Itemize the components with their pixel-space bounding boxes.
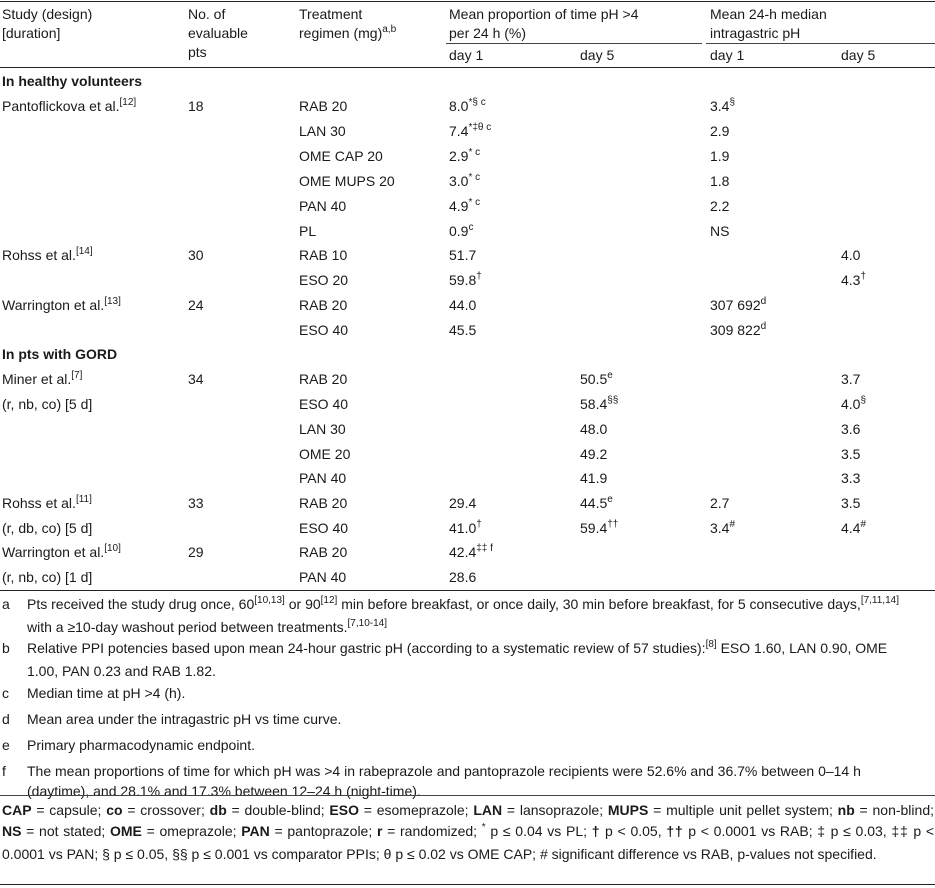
table-row-value: 3.6 xyxy=(841,421,861,437)
table-row-value: Miner et al. xyxy=(2,371,72,387)
abbreviation-part: co xyxy=(106,802,123,818)
header-proportion: Mean proportion of time pH >4 per 24 h (%) xyxy=(449,6,639,41)
footnote-text xyxy=(27,735,922,755)
prop-day5-cell xyxy=(580,495,613,514)
abbreviation-part: = pantoprazole; xyxy=(269,822,377,839)
table-row-value: 309 822 xyxy=(710,322,761,338)
superscript-note: [7] xyxy=(71,370,83,381)
superscript-note: [11] xyxy=(75,494,92,505)
prop-day1-cell xyxy=(449,123,491,142)
footnote-text-part: [12] xyxy=(320,595,338,606)
footnote-letter: e xyxy=(2,737,10,753)
regimen-cell xyxy=(299,446,350,463)
superscript-note: † xyxy=(476,271,482,282)
table-row-value: 48.0 xyxy=(580,421,608,437)
table-row-value: 33 xyxy=(188,495,204,511)
study-cell xyxy=(2,98,136,117)
footnote-text-part: The mean proportions of time for which pH was >4 in rabeprazole and pantoprazole recipients were 52.6% and 36.7% between 0–14 h (daytime), and 28.1% and 17.3% between 12–24 h (night-time). xyxy=(27,763,861,799)
median-day5-cell xyxy=(841,520,866,539)
table-row-value: (r, nb, co) [5 d] xyxy=(2,396,93,412)
footnote-letter: c xyxy=(2,685,9,701)
superscript-note: e xyxy=(607,370,613,381)
regimen-cell xyxy=(299,98,347,115)
regimen-cell xyxy=(299,272,348,289)
pts-cell xyxy=(188,98,204,115)
pts-cell xyxy=(188,371,204,388)
footnote-text xyxy=(27,638,922,681)
table-row-value: (r, nb, co) [1 d] xyxy=(2,569,93,585)
superscript-note: ‡‡ f xyxy=(476,543,493,554)
table-row-value: RAB 10 xyxy=(299,247,348,263)
study-cell xyxy=(2,371,82,390)
regimen-cell xyxy=(299,421,346,438)
abbreviation-part: = randomized; xyxy=(382,822,482,839)
abbreviation-part: NS xyxy=(2,822,22,839)
table-row-value: 2.2 xyxy=(710,198,730,214)
regimen-cell xyxy=(299,148,383,165)
table-row-value: PL xyxy=(299,223,317,239)
pts-cell xyxy=(188,247,204,264)
abbreviation-part: PAN xyxy=(241,822,270,839)
prop-day1-cell xyxy=(449,198,480,217)
table-row-value: 4.0 xyxy=(841,247,861,263)
pts-cell xyxy=(188,297,204,314)
regimen-cell xyxy=(299,470,346,487)
table-row-value: LAN 30 xyxy=(299,123,346,139)
table-row-value: PAN 40 xyxy=(299,470,347,486)
pts-cell xyxy=(188,544,204,561)
superscript-note: *§ c xyxy=(468,97,486,108)
table-row-value: 59.4 xyxy=(580,520,608,536)
table-row-value: 3.5 xyxy=(841,446,861,462)
table-row-value: 7.4 xyxy=(449,123,469,139)
median-day5-cell xyxy=(841,446,860,465)
footnote-text-part: Primary pharmacodynamic endpoint. xyxy=(27,737,255,753)
footnote-letter: b xyxy=(2,640,10,656)
superscript-note: * c xyxy=(468,172,481,183)
study-cell xyxy=(2,495,92,514)
table-row-value: 3.4 xyxy=(710,98,730,114)
abbreviation-part: = not stated; xyxy=(21,822,110,839)
table-row-value: 29 xyxy=(188,544,204,560)
table-row-value: 307 692 xyxy=(710,297,761,313)
regimen-cell xyxy=(299,173,395,190)
superscript-note: † xyxy=(476,519,482,530)
footnote-letter: f xyxy=(2,763,6,779)
footnote-text-part: Median time at pH >4 (h). xyxy=(27,685,186,701)
table-row-value: 1.9 xyxy=(710,148,730,164)
median-day1-cell xyxy=(710,198,729,217)
section-gord: In pts with GORD xyxy=(2,346,118,362)
median-day1-cell xyxy=(710,223,729,242)
subheader-rule-prop xyxy=(446,43,702,44)
table-row-value: RAB 20 xyxy=(299,544,348,560)
table-row-value: Warrington et al. xyxy=(2,544,105,560)
abbreviation-part: = non-blind; xyxy=(854,802,934,818)
study-cell xyxy=(2,396,92,415)
prop-day1-cell xyxy=(449,520,482,539)
prop-day5-cell xyxy=(580,421,607,440)
abbreviation-part: OME xyxy=(109,822,142,839)
regimen-cell xyxy=(299,396,348,413)
table-row-value: 4.0 xyxy=(841,396,861,412)
superscript-note: * c xyxy=(468,197,481,208)
median-day5-cell xyxy=(841,421,860,440)
table-row-value: 1.8 xyxy=(710,173,730,189)
table-row-value: 29.4 xyxy=(449,495,477,511)
superscript-note: [10] xyxy=(104,543,121,554)
abbreviation-part: = omeprazole; xyxy=(141,822,242,839)
superscript-note: # xyxy=(729,519,736,530)
study-cell xyxy=(2,247,93,266)
abbreviation-part: = lansoprazole; xyxy=(502,802,608,818)
table-row-value: 2.9 xyxy=(710,123,730,139)
header-pts: No. of evaluable pts xyxy=(188,6,248,60)
median-day1-cell xyxy=(710,322,766,341)
table-row-value: 18 xyxy=(188,98,204,114)
abbreviation-part: = crossover; xyxy=(122,802,210,818)
abbreviation-part: * xyxy=(481,821,486,833)
abbreviation-part: LAN xyxy=(473,802,503,818)
table-row-value: RAB 20 xyxy=(299,371,348,387)
median-day5-cell xyxy=(841,396,866,415)
table-row-value: 3.4 xyxy=(710,520,730,536)
superscript-note: *‡θ c xyxy=(468,122,492,133)
median-day1-cell xyxy=(710,148,729,167)
abbreviation-part: † xyxy=(591,822,601,839)
table-row-value: OME 20 xyxy=(299,446,351,462)
footnote-text-part: with a ≥10-day washout period between treatments. xyxy=(27,619,348,635)
prop-day1-cell xyxy=(449,98,486,117)
median-day1-cell xyxy=(710,520,735,539)
study-cell xyxy=(2,569,92,588)
table-row-value: (r, db, co) [5 d] xyxy=(2,520,93,536)
abbreviations-rule xyxy=(0,795,935,796)
table-row-value: PAN 40 xyxy=(299,569,347,585)
footnote-text-part: or 90 xyxy=(284,596,321,612)
prop-day5-cell xyxy=(580,470,607,489)
table-row-value: 2.7 xyxy=(710,495,730,511)
superscript-note: [13] xyxy=(104,296,121,307)
table-row-value: 0.9 xyxy=(449,223,469,239)
prop-day1-cell xyxy=(449,272,482,291)
prop-day5-cell xyxy=(580,446,607,465)
abbreviation-part: †† xyxy=(666,822,684,839)
footnote-text-part: [7,10-14] xyxy=(347,618,388,629)
superscript-note: c xyxy=(468,222,474,233)
median-day5-cell xyxy=(841,272,866,291)
regimen-cell xyxy=(299,495,347,512)
prop-day5-cell xyxy=(580,520,618,539)
abbreviation-part: = double-blind; xyxy=(226,802,330,818)
median-day1-cell xyxy=(710,495,729,514)
header-prop-day5: day 5 xyxy=(580,47,615,63)
median-day5-cell xyxy=(841,470,860,489)
table-row-value: ESO 40 xyxy=(299,520,349,536)
footnote-text xyxy=(27,594,922,640)
footnote-text-part: [10,13] xyxy=(254,595,285,606)
table-row-value: 49.2 xyxy=(580,446,608,462)
regimen-cell xyxy=(299,520,348,537)
study-cell xyxy=(2,297,121,316)
table-row-value: Rohss et al. xyxy=(2,247,76,263)
table-top-rule xyxy=(0,1,935,2)
regimen-cell xyxy=(299,371,347,388)
abbreviation-part: = esomeprazole; xyxy=(359,802,474,818)
superscript-note: e xyxy=(607,494,613,505)
table-row-value: LAN 30 xyxy=(299,421,346,437)
footnote-letter: a xyxy=(2,596,10,612)
footnote-text-part: min before breakfast, or once daily, 30 min before breakfast, for 5 consecutive days, xyxy=(337,596,861,612)
abbreviation-part: = multiple unit pellet system; xyxy=(648,802,838,818)
prop-day1-cell xyxy=(449,569,476,588)
pts-cell xyxy=(188,495,204,512)
table-row-value: 41.0 xyxy=(449,520,477,536)
table-row-value: NS xyxy=(710,223,730,239)
table-row-value: 41.9 xyxy=(580,470,608,486)
regimen-cell xyxy=(299,322,348,339)
table-row-value: Warrington et al. xyxy=(2,297,105,313)
superscript-note: † xyxy=(860,271,867,282)
footnote-text xyxy=(27,683,922,703)
footnote-text-part: [7,11,14] xyxy=(860,595,899,606)
abbreviation-part: p ≤ 0.04 vs PL; xyxy=(485,822,592,839)
prop-day5-cell xyxy=(580,396,618,415)
table-row-value: 42.4 xyxy=(449,544,477,560)
table-row-value: 45.5 xyxy=(449,322,477,338)
table-row-value: RAB 20 xyxy=(299,297,348,313)
table-row-value: 3.5 xyxy=(841,495,861,511)
superscript-note: †† xyxy=(607,519,619,530)
footnote-text-part: ESO 1.60, LAN 0.90, OME 1.00, PAN 0.23 and RAB 1.82. xyxy=(27,640,888,679)
prop-day1-cell xyxy=(449,322,476,341)
table-row-value: 59.8 xyxy=(449,272,477,288)
table-row-value: 3.3 xyxy=(841,470,861,486)
regimen-cell xyxy=(299,123,346,140)
footnote-text-part: Mean area under the intragastric pH vs time curve. xyxy=(27,711,342,727)
median-day5-cell xyxy=(841,371,860,390)
footnote-text-part: Pts received the study drug once, 60 xyxy=(27,596,255,612)
prop-day1-cell xyxy=(449,247,476,266)
abbreviation-part: p < 0.05, xyxy=(600,822,667,839)
footnote-letter: d xyxy=(2,711,10,727)
table-row-value: 51.7 xyxy=(449,247,477,263)
table-row-value: OME CAP 20 xyxy=(299,148,383,164)
table-row-value: PAN 40 xyxy=(299,198,347,214)
superscript-note: § xyxy=(860,395,867,406)
superscript-note: §§ xyxy=(607,395,619,406)
table-row-value: 8.0 xyxy=(449,98,469,114)
table-row-value: ESO 40 xyxy=(299,322,349,338)
footnote-text xyxy=(27,709,922,729)
study-cell xyxy=(2,520,92,539)
median-day1-cell xyxy=(710,123,729,142)
table-row-value: 50.5 xyxy=(580,371,608,387)
prop-day1-cell xyxy=(449,223,473,242)
prop-day1-cell xyxy=(449,297,476,316)
superscript-note: d xyxy=(760,321,767,332)
header-study: Study (design) [duration] xyxy=(2,6,93,41)
subheader-rule-median xyxy=(706,43,935,44)
table-row-value: 2.9 xyxy=(449,148,469,164)
regimen-cell xyxy=(299,544,347,561)
superscript-note: § xyxy=(729,97,736,108)
table-row-value: OME MUPS 20 xyxy=(299,173,395,189)
median-day1-cell xyxy=(710,297,766,316)
header-median-day1: day 1 xyxy=(710,47,745,63)
footnote-text-part: [8] xyxy=(705,639,717,650)
table-row-value: 28.6 xyxy=(449,569,477,585)
footnote-text-part: Relative PPI potencies based upon mean 24-hour gastric pH (according to a systematic review of 57 studies): xyxy=(27,640,706,656)
header-median-ph: Mean 24-h median intragastric pH xyxy=(710,6,827,41)
prop-day1-cell xyxy=(449,544,493,563)
table-row-value: RAB 20 xyxy=(299,98,348,114)
median-day5-cell xyxy=(841,495,860,514)
superscript-note: # xyxy=(860,519,867,530)
page-bottom-rule xyxy=(0,884,935,885)
superscript-note: [12] xyxy=(119,97,137,108)
abbreviation-part: MUPS xyxy=(607,802,649,818)
prop-day5-cell xyxy=(580,371,613,390)
header-bottom-rule xyxy=(0,67,935,68)
abbreviation-part: CAP xyxy=(2,802,32,818)
regimen-cell xyxy=(299,569,346,586)
regimen-cell xyxy=(299,297,347,314)
abbreviation-part: r xyxy=(376,822,383,839)
table-row-value: Pantoflickova et al. xyxy=(2,98,120,114)
table-row-value: ESO 40 xyxy=(299,396,349,412)
prop-day1-cell xyxy=(449,148,480,167)
prop-day1-cell xyxy=(449,173,480,192)
superscript-note: d xyxy=(760,296,767,307)
table-row-value: 30 xyxy=(188,247,204,263)
table-row-value: 4.3 xyxy=(841,272,861,288)
abbreviation-part: ESO xyxy=(329,802,359,818)
table-row-value: 44.5 xyxy=(580,495,608,511)
abbreviation-part: p < 0.0001 vs RAB; ‡ p ≤ 0.03, ‡‡ p < 0.0001 vs PAN; § p ≤ 0.05, §§ p ≤ 0.001 vs comparator PPIs; θ p ≤ 0.02 vs OME CAP; # significant difference vs RAB, p-values not specified. xyxy=(2,822,935,862)
median-day5-cell xyxy=(841,247,860,266)
abbreviation-part: = capsule; xyxy=(31,802,107,818)
section-healthy-volunteers: In healthy volunteers xyxy=(2,73,143,89)
table-row-value: 3.7 xyxy=(841,371,861,387)
table-row-value: 58.4 xyxy=(580,396,608,412)
regimen-cell xyxy=(299,247,347,264)
table-row-value: 4.4 xyxy=(841,520,861,536)
table-row-value: Rohss et al. xyxy=(2,495,76,511)
table-row-value: 24 xyxy=(188,297,204,313)
abbreviation-part: db xyxy=(209,802,227,818)
study-cell xyxy=(2,544,121,563)
superscript-note: * c xyxy=(468,147,481,158)
table-row-value: 44.0 xyxy=(449,297,477,313)
superscript-note: [14] xyxy=(75,246,93,257)
table-bottom-rule xyxy=(0,590,935,591)
median-day1-cell xyxy=(710,98,735,117)
table-row-value: RAB 20 xyxy=(299,495,348,511)
median-day1-cell xyxy=(710,173,729,192)
header-median-day5: day 5 xyxy=(841,47,876,63)
header-regimen: Treatment regimen (mg)$^{a,b}$ xyxy=(299,6,397,41)
regimen-cell xyxy=(299,198,346,215)
abbreviations xyxy=(2,800,934,865)
table-row-value: 34 xyxy=(188,371,204,387)
table-row-value: 3.0 xyxy=(449,173,469,189)
header-prop-day1: day 1 xyxy=(449,47,484,63)
regimen-cell xyxy=(299,223,316,240)
prop-day1-cell xyxy=(449,495,476,514)
table-row-value: 4.9 xyxy=(449,198,469,214)
abbreviation-part: nb xyxy=(837,802,855,818)
table-row-value: ESO 20 xyxy=(299,272,349,288)
